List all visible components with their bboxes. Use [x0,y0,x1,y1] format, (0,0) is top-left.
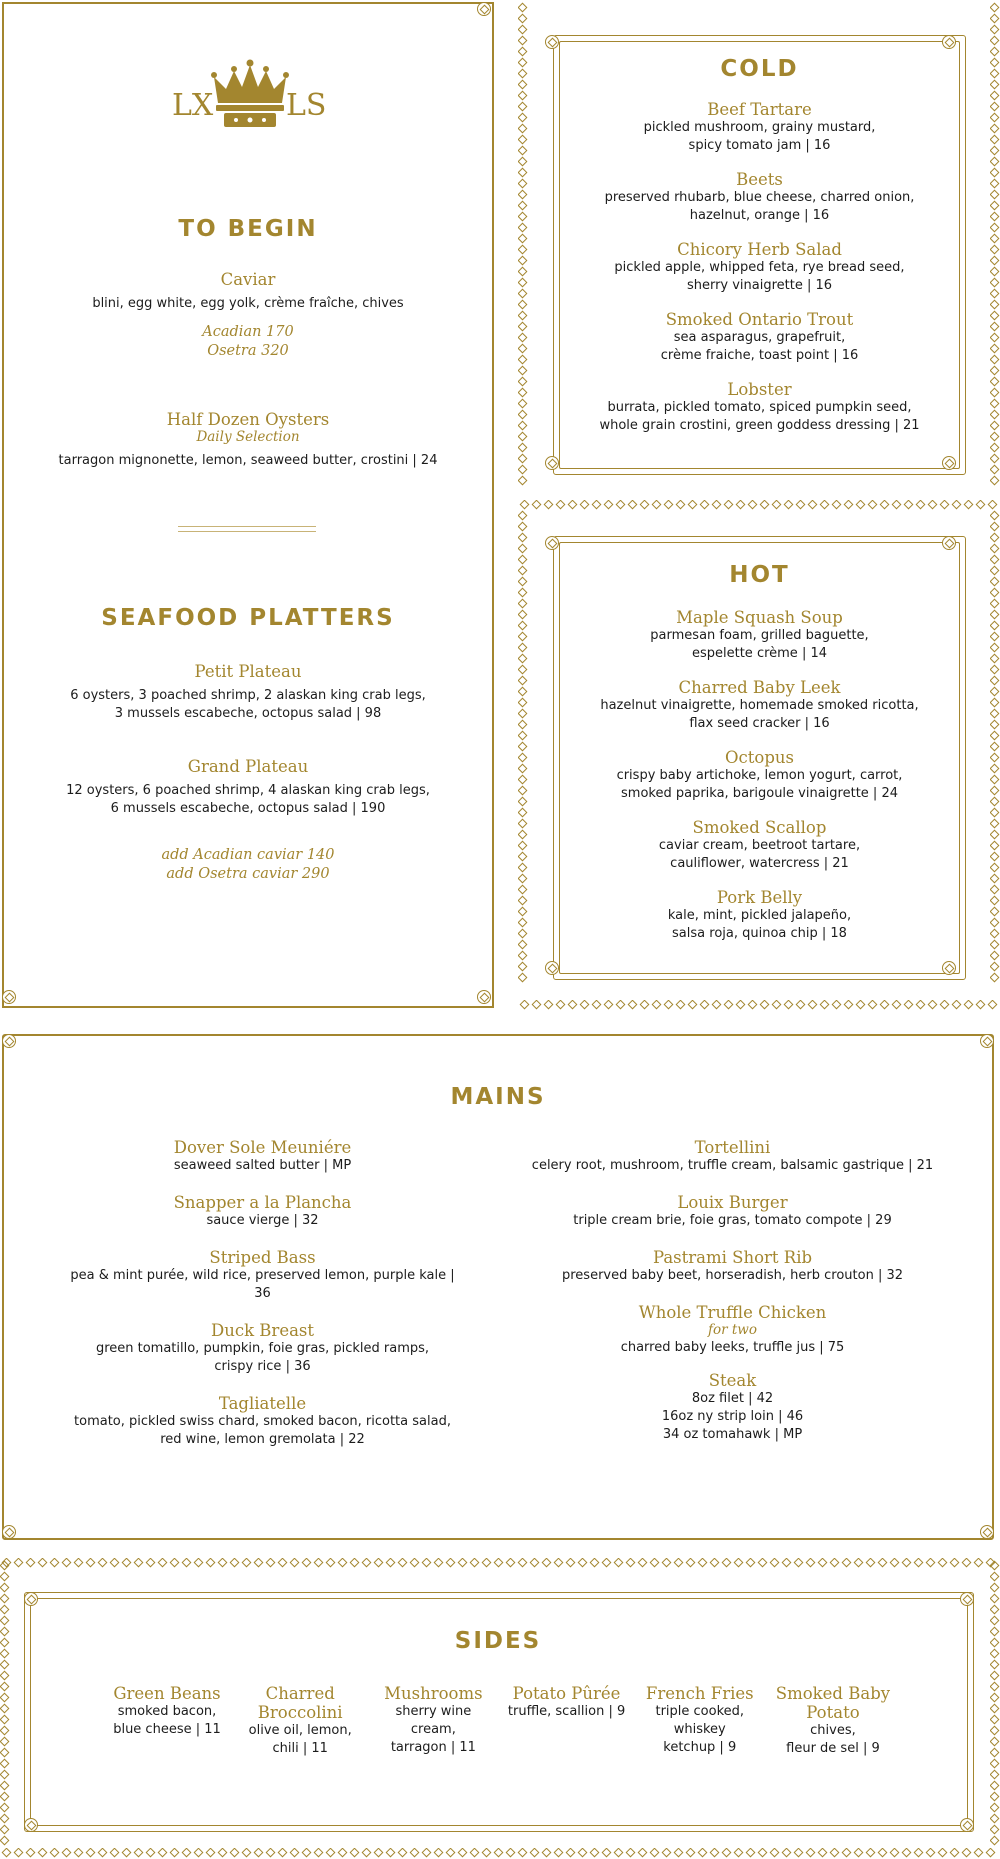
dish-desc-line: fleur de sel | 9 [786,1741,880,1756]
sides-title: SIDES [454,1628,542,1654]
dish-desc-line: green tomatillo, pumpkin, foie gras, pickled ramps, [95,1341,430,1356]
dish-name: Lobster [727,380,792,399]
dish-desc-line: sherry wine [395,1704,472,1719]
dish-desc-line: spicy tomato jam | 16 [688,138,831,153]
dish-name: Charred Baby Leek [678,678,841,697]
dish-desc-line: tarragon | 11 [390,1740,476,1755]
side-item [235,1684,365,1758]
sides-row [102,1684,898,1758]
mains-item [60,1138,465,1193]
hot-item [553,608,966,678]
addon-acadian: add Acadian caviar 140 [161,847,335,863]
dish-desc-line: blue cheese | 11 [113,1722,221,1737]
dish-name: Beef Tartare [707,100,812,119]
corner-rosette-icon [980,1034,994,1048]
dish-name: Grand Plateau [187,757,309,776]
to-begin-title: TO BEGIN [178,216,318,242]
dish-desc-line: burrata, pickled tomato, spiced pumpkin seed, [607,400,912,415]
hot-item [553,748,966,818]
dish-desc-line: truffle, scallion | 9 [507,1704,626,1719]
dish-desc-line: flax seed cracker | 16 [689,716,830,731]
dish-desc-line: crème fraiche, toast point | 16 [660,348,859,363]
dish-name-line: Smoked Baby [775,1684,891,1703]
chain-border-left [0,1558,10,1858]
chain-border-right [990,0,1000,508]
chain-border-right [990,508,1000,1010]
dish-sub: Daily Selection [196,429,300,445]
corner-rosette-icon [2,1525,16,1539]
logo-text-left: LX [172,88,214,123]
side-item [102,1684,232,1758]
hot-title: HOT [729,562,790,588]
chain-border-top [0,1558,1000,1568]
hot-item [553,888,966,958]
hot-panel [518,508,1000,1010]
dish-desc-line: pea & mint purée, wild rice, preserved lemon, purple kale | [70,1268,455,1283]
dish-name-line: French Fries [645,1684,754,1703]
dish-name: Petit Plateau [194,662,302,681]
dish-desc-line: pickled mushroom, grainy mustard, [643,120,876,135]
mains-item [60,1394,465,1467]
chain-border-bottom [0,1848,1000,1858]
chain-border-left [518,0,528,508]
dish-name: Louix Burger [677,1193,788,1212]
dish-desc-line: ketchup | 9 [663,1740,737,1755]
corner-rosette-icon [477,990,491,1004]
dish-desc-line: kale, mint, pickled jalapeño, [667,908,852,923]
cold-item [553,240,966,310]
logo-text-right: LS [286,88,327,123]
dish-name: Maple Squash Soup [676,608,843,627]
caviar-item [0,270,496,361]
dish-desc-line: charred baby leeks, truffle jus | 75 [620,1340,845,1355]
dish-desc-line: cauliflower, watercress | 21 [670,856,849,871]
dish-desc-line: chili | 11 [272,1741,328,1756]
dish-desc-line: 36 [254,1286,271,1301]
dish-desc-line: espelette crème | 14 [691,646,827,661]
dish-name: Pork Belly [716,888,803,907]
corner-rosette-icon [960,1818,974,1832]
dish-desc-line: caviar cream, beetroot tartare, [658,838,861,853]
grand-plateau-item [0,757,496,818]
dish-desc-line: preserved rhubarb, blue cheese, charred onion, [604,190,915,205]
mains-item [515,1138,950,1193]
mains-item [515,1303,950,1371]
hot-item [553,678,966,748]
dish-name-line: Potato [806,1703,860,1722]
hot-list [553,608,966,958]
dish-name: Beets [736,170,783,189]
corner-rosette-icon [545,961,559,975]
dish-name-line: Broccolini [257,1703,343,1722]
mains-item [515,1248,950,1303]
cold-list [553,100,966,450]
dish-desc-line: 34 oz tomahawk | MP [662,1427,803,1442]
corner-rosette-icon [942,961,956,975]
dish-desc-line: hazelnut vinaigrette, homemade smoked ricotta, [600,698,919,713]
mains-item [515,1193,950,1248]
seafood-title: SEAFOOD PLATTERS [101,605,395,631]
divider [178,526,316,532]
crown-logo-icon [170,55,330,130]
dish-name-line: Potato Pûrée [512,1684,621,1703]
cold-item [553,310,966,380]
chain-border-bottom [518,1000,1000,1010]
dish-name: Octopus [725,748,794,767]
side-item [635,1684,765,1758]
dish-desc-line: 16oz ny strip loin | 46 [661,1409,804,1424]
dish-name: Pastrami Short Rib [652,1248,813,1267]
dish-desc-line: salsa roja, quinoa chip | 18 [672,926,847,941]
cold-item [553,380,966,450]
mains-item [60,1193,465,1248]
dish-desc-line: hazelnut, orange | 16 [689,208,830,223]
dish-desc-line: olive oil, lemon, [248,1723,352,1738]
caviar-addons [0,846,496,884]
dish-name: Tortellini [694,1138,771,1157]
dish-name: Whole Truffle Chicken [638,1303,827,1322]
cold-panel [518,0,1000,508]
hot-item [553,818,966,888]
corner-rosette-icon [24,1592,38,1606]
corner-rosette-icon [545,536,559,550]
dish-name: Half Dozen Oysters [166,410,330,429]
side-item [502,1684,632,1758]
side-item [768,1684,898,1758]
caviar-price-acadian: Acadian 170 [202,324,294,340]
dish-desc-line: crispy baby artichoke, lemon yogurt, carrot, [616,768,903,783]
dish-desc-line: seaweed salted butter | MP [173,1158,352,1173]
dish-desc-line: tomato, pickled swiss chard, smoked bacon, ricotta salad, [74,1414,451,1429]
petit-plateau-item [0,662,496,723]
chain-border-right [990,1558,1000,1858]
chain-border-left [518,508,528,1010]
cold-item [553,170,966,240]
dish-name: Snapper a la Plancha [173,1193,352,1212]
corner-rosette-icon [942,35,956,49]
addon-osetra: add Osetra caviar 290 [166,866,330,882]
dish-name-line: Green Beans [113,1684,221,1703]
dish-name: Dover Sole Meuniére [173,1138,352,1157]
cold-title: COLD [720,56,799,82]
dish-name: Striped Bass [209,1248,316,1267]
dish-desc-line: smoked paprika, barigoule vinaigrette | 24 [621,786,898,801]
sides-panel [0,1558,1000,1859]
dish-desc-line: sauce vierge | 32 [206,1213,319,1228]
dish-desc-line: pickled apple, whipped feta, rye bread seed, [614,260,905,275]
dish-desc-line: triple cream brie, foie gras, tomato compote | 29 [573,1213,892,1228]
restaurant-logo [170,55,330,130]
dish-name: Caviar [220,270,276,289]
dish-name: Smoked Scallop [692,818,827,837]
dish-name: Chicory Herb Salad [677,240,842,259]
dish-desc-line: 12 oysters, 6 poached shrimp, 4 alaskan king crab legs, [66,783,430,798]
dish-desc-line: triple cooked, [655,1704,745,1719]
dish-name: Duck Breast [210,1321,315,1340]
dish-desc-line: crispy rice | 36 [214,1359,311,1374]
side-item [368,1684,498,1758]
dish-desc-line: red wine, lemon gremolata | 22 [160,1432,365,1447]
mains-panel [0,1030,1000,1544]
corner-rosette-icon [942,536,956,550]
corner-rosette-icon [2,1034,16,1048]
corner-rosette-icon [545,456,559,470]
dish-desc-line: smoked bacon, [117,1704,217,1719]
oysters-item [0,410,496,470]
dish-desc: tarragon mignonette, lemon, seaweed butter, crostini | 24 [58,453,438,468]
corner-rosette-icon [24,1818,38,1832]
corner-rosette-icon [942,456,956,470]
to-begin-panel [0,0,496,1010]
dish-desc-line: chives, [810,1723,856,1738]
dish-name: Smoked Ontario Trout [665,310,854,329]
dish-desc-line: 3 mussels escabeche, octopus salad | 98 [114,706,382,721]
dish-desc-line: sherry vinaigrette | 16 [686,278,833,293]
caviar-price-osetra: Osetra 320 [207,343,289,359]
dish-desc-line: celery root, mushroom, truffle cream, balsamic gastrique | 21 [531,1158,934,1173]
dish-desc-line: whole grain crostini, green goddess dressing | 21 [599,418,920,433]
dish-desc-line: whiskey [673,1722,726,1737]
dish-name: Steak [708,1371,757,1390]
dish-name-line: Charred [265,1684,335,1703]
dish-desc-line: cream, [410,1722,456,1737]
mains-item [60,1321,465,1394]
corner-rosette-icon [545,35,559,49]
corner-rosette-icon [477,2,491,16]
mains-item [515,1371,950,1451]
dish-desc: blini, egg white, egg yolk, crème fraîche, chives [92,296,404,311]
corner-rosette-icon [980,1525,994,1539]
mains-item [60,1248,465,1321]
dish-desc-line: 8oz filet | 42 [691,1391,774,1406]
dish-desc-line: preserved baby beet, horseradish, herb crouton | 32 [561,1268,903,1283]
cold-item [553,100,966,170]
mains-left-column [60,1138,465,1467]
dish-name: Tagliatelle [218,1394,307,1413]
dish-desc-line: sea asparagus, grapefruit, [673,330,846,345]
mains-title: MAINS [450,1084,546,1110]
dish-name-line: Mushrooms [384,1684,483,1703]
dish-desc-line: parmesan foam, grilled baguette, [650,628,869,643]
corner-rosette-icon [2,990,16,1004]
dish-desc-line: 6 oysters, 3 poached shrimp, 2 alaskan king crab legs, [70,688,426,703]
corner-rosette-icon [960,1592,974,1606]
dish-sub: for two [708,1322,757,1338]
mains-right-column [515,1138,950,1451]
dish-desc-line: 6 mussels escabeche, octopus salad | 190 [110,801,386,816]
